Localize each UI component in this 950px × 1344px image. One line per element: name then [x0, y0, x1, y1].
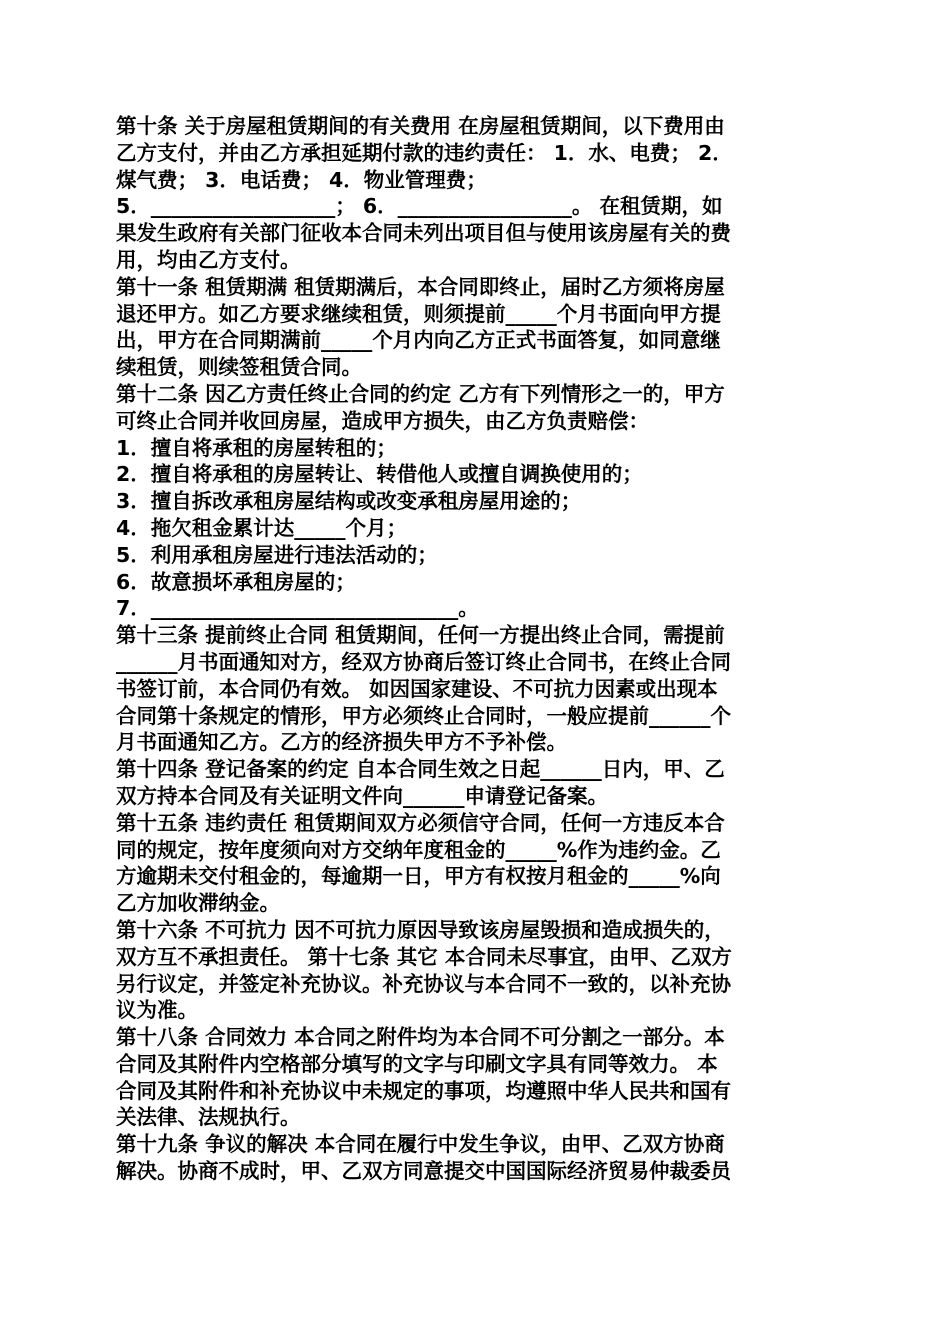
text-line: 第十二条 因乙方责任终止合同的约定 乙方有下列情形之一的，甲方 — [116, 381, 725, 406]
document-page — [116, 113, 836, 1185]
text-line: 第十四条 登记备案的约定 自本合同生效之日起______日内，甲、乙 — [116, 757, 725, 782]
text-line: 双方互不承担责任。 第十七条 其它 本合同未尽事宜，由甲、乙双方 — [116, 944, 732, 969]
text-line: 1．擅自将承租的房屋转租的； — [116, 435, 397, 460]
text-line: 出，甲方在合同期满前_____个月内向乙方正式书面答复，如同意继 — [116, 328, 721, 353]
text-line: ______月书面通知对方，经双方协商后签订终止合同书，在终止合同 — [116, 649, 731, 674]
text-line: 第十一条 租赁期满 租赁期满后，本合同即终止，届时乙方须将房屋 — [116, 274, 725, 299]
text-line: 月书面通知乙方。乙方的经济损失甲方不予补偿。 — [116, 730, 567, 755]
text-line: 退还甲方。如乙方要求继续租赁，则须提前_____个月书面向甲方提 — [116, 301, 721, 326]
text-line: 合同及其附件内空格部分填写的文字与印刷文字具有同等效力。 本 — [116, 1051, 718, 1076]
text-line: 合同及其附件和补充协议中未规定的事项，均遵照中华人民共和国有 — [116, 1078, 731, 1103]
text-line: 同的规定，按年度须向对方交纳年度租金的_____%作为违约金。乙 — [116, 837, 721, 862]
text-line: 2．擅自将承租的房屋转让、转借他人或擅自调换使用的； — [116, 462, 643, 487]
text-line: 第十九条 争议的解决 本合同在履行中发生争议，由甲、乙双方协商 — [116, 1132, 725, 1157]
text-line: 双方持本合同及有关证明文件向______申请登记备案。 — [116, 783, 608, 808]
text-line: 果发生政府有关部门征收本合同未列出项目但与使用该房屋有关的费 — [116, 221, 731, 246]
text-line: 6．故意损坏承租房屋的； — [116, 569, 356, 594]
text-line: 第十条 关于房屋租赁期间的有关费用 在房屋租赁期间，以下费用由 — [116, 114, 725, 138]
text-line: 第十六条 不可抗力 因不可抗力原因导致该房屋毁损和造成损失的， — [116, 917, 725, 942]
text-line: 方逾期未交付租金的，每逾期一日，甲方有权按月租金的_____%向 — [116, 864, 721, 889]
text-line: 第十五条 违约责任 租赁期间双方必须信守合同，任何一方违反本合 — [116, 810, 725, 835]
text-line: 煤气费； 3．电话费； 4．物业管理费； — [116, 167, 487, 192]
text-line: 关法律、法规执行。 — [116, 1105, 301, 1130]
text-line: 续租赁，则续签租赁合同。 — [116, 355, 362, 380]
text-line: 用，均由乙方支付。 — [116, 247, 301, 272]
text-line: 乙方加收滞纳金。 — [116, 891, 280, 916]
text-line: 4．拖欠租金累计达_____个月； — [116, 515, 408, 540]
text-line: 第十三条 提前终止合同 租赁期间，任何一方提出终止合同，需提前 — [116, 623, 725, 648]
text-line: 书签订前，本合同仍有效。 如因国家建设、不可抗力因素或出现本 — [116, 676, 718, 701]
text-line: 解决。协商不成时，甲、乙双方同意提交中国国际经济贸易仲裁委员 — [116, 1159, 731, 1184]
text-line: 5．__________________； 6．_________________。 在租赁期，如 — [116, 194, 723, 219]
text-line: 可终止合同并收回房屋，造成甲方损失，由乙方负责赔偿： — [116, 408, 649, 433]
text-line: 第十八条 合同效力 本合同之附件均为本合同不可分割之一部分。本 — [116, 1025, 725, 1050]
text-line: 5．利用承租房屋进行违法活动的； — [116, 542, 438, 567]
text-line: 3．擅自拆改承租房屋结构或改变承租房屋用途的； — [116, 489, 582, 514]
text-line: 议为准。 — [116, 998, 198, 1023]
text-line: 7．______________________________。 — [116, 596, 479, 621]
text-line: 合同第十条规定的情形，甲方必须终止合同时，一般应提前______个 — [116, 703, 731, 728]
text-line: 乙方支付，并由乙方承担延期付款的违约责任： 1．水、电费； 2． — [116, 140, 733, 165]
text-line: 另行议定，并签定补充协议。补充协议与本合同不一致的，以补充协 — [116, 971, 731, 996]
